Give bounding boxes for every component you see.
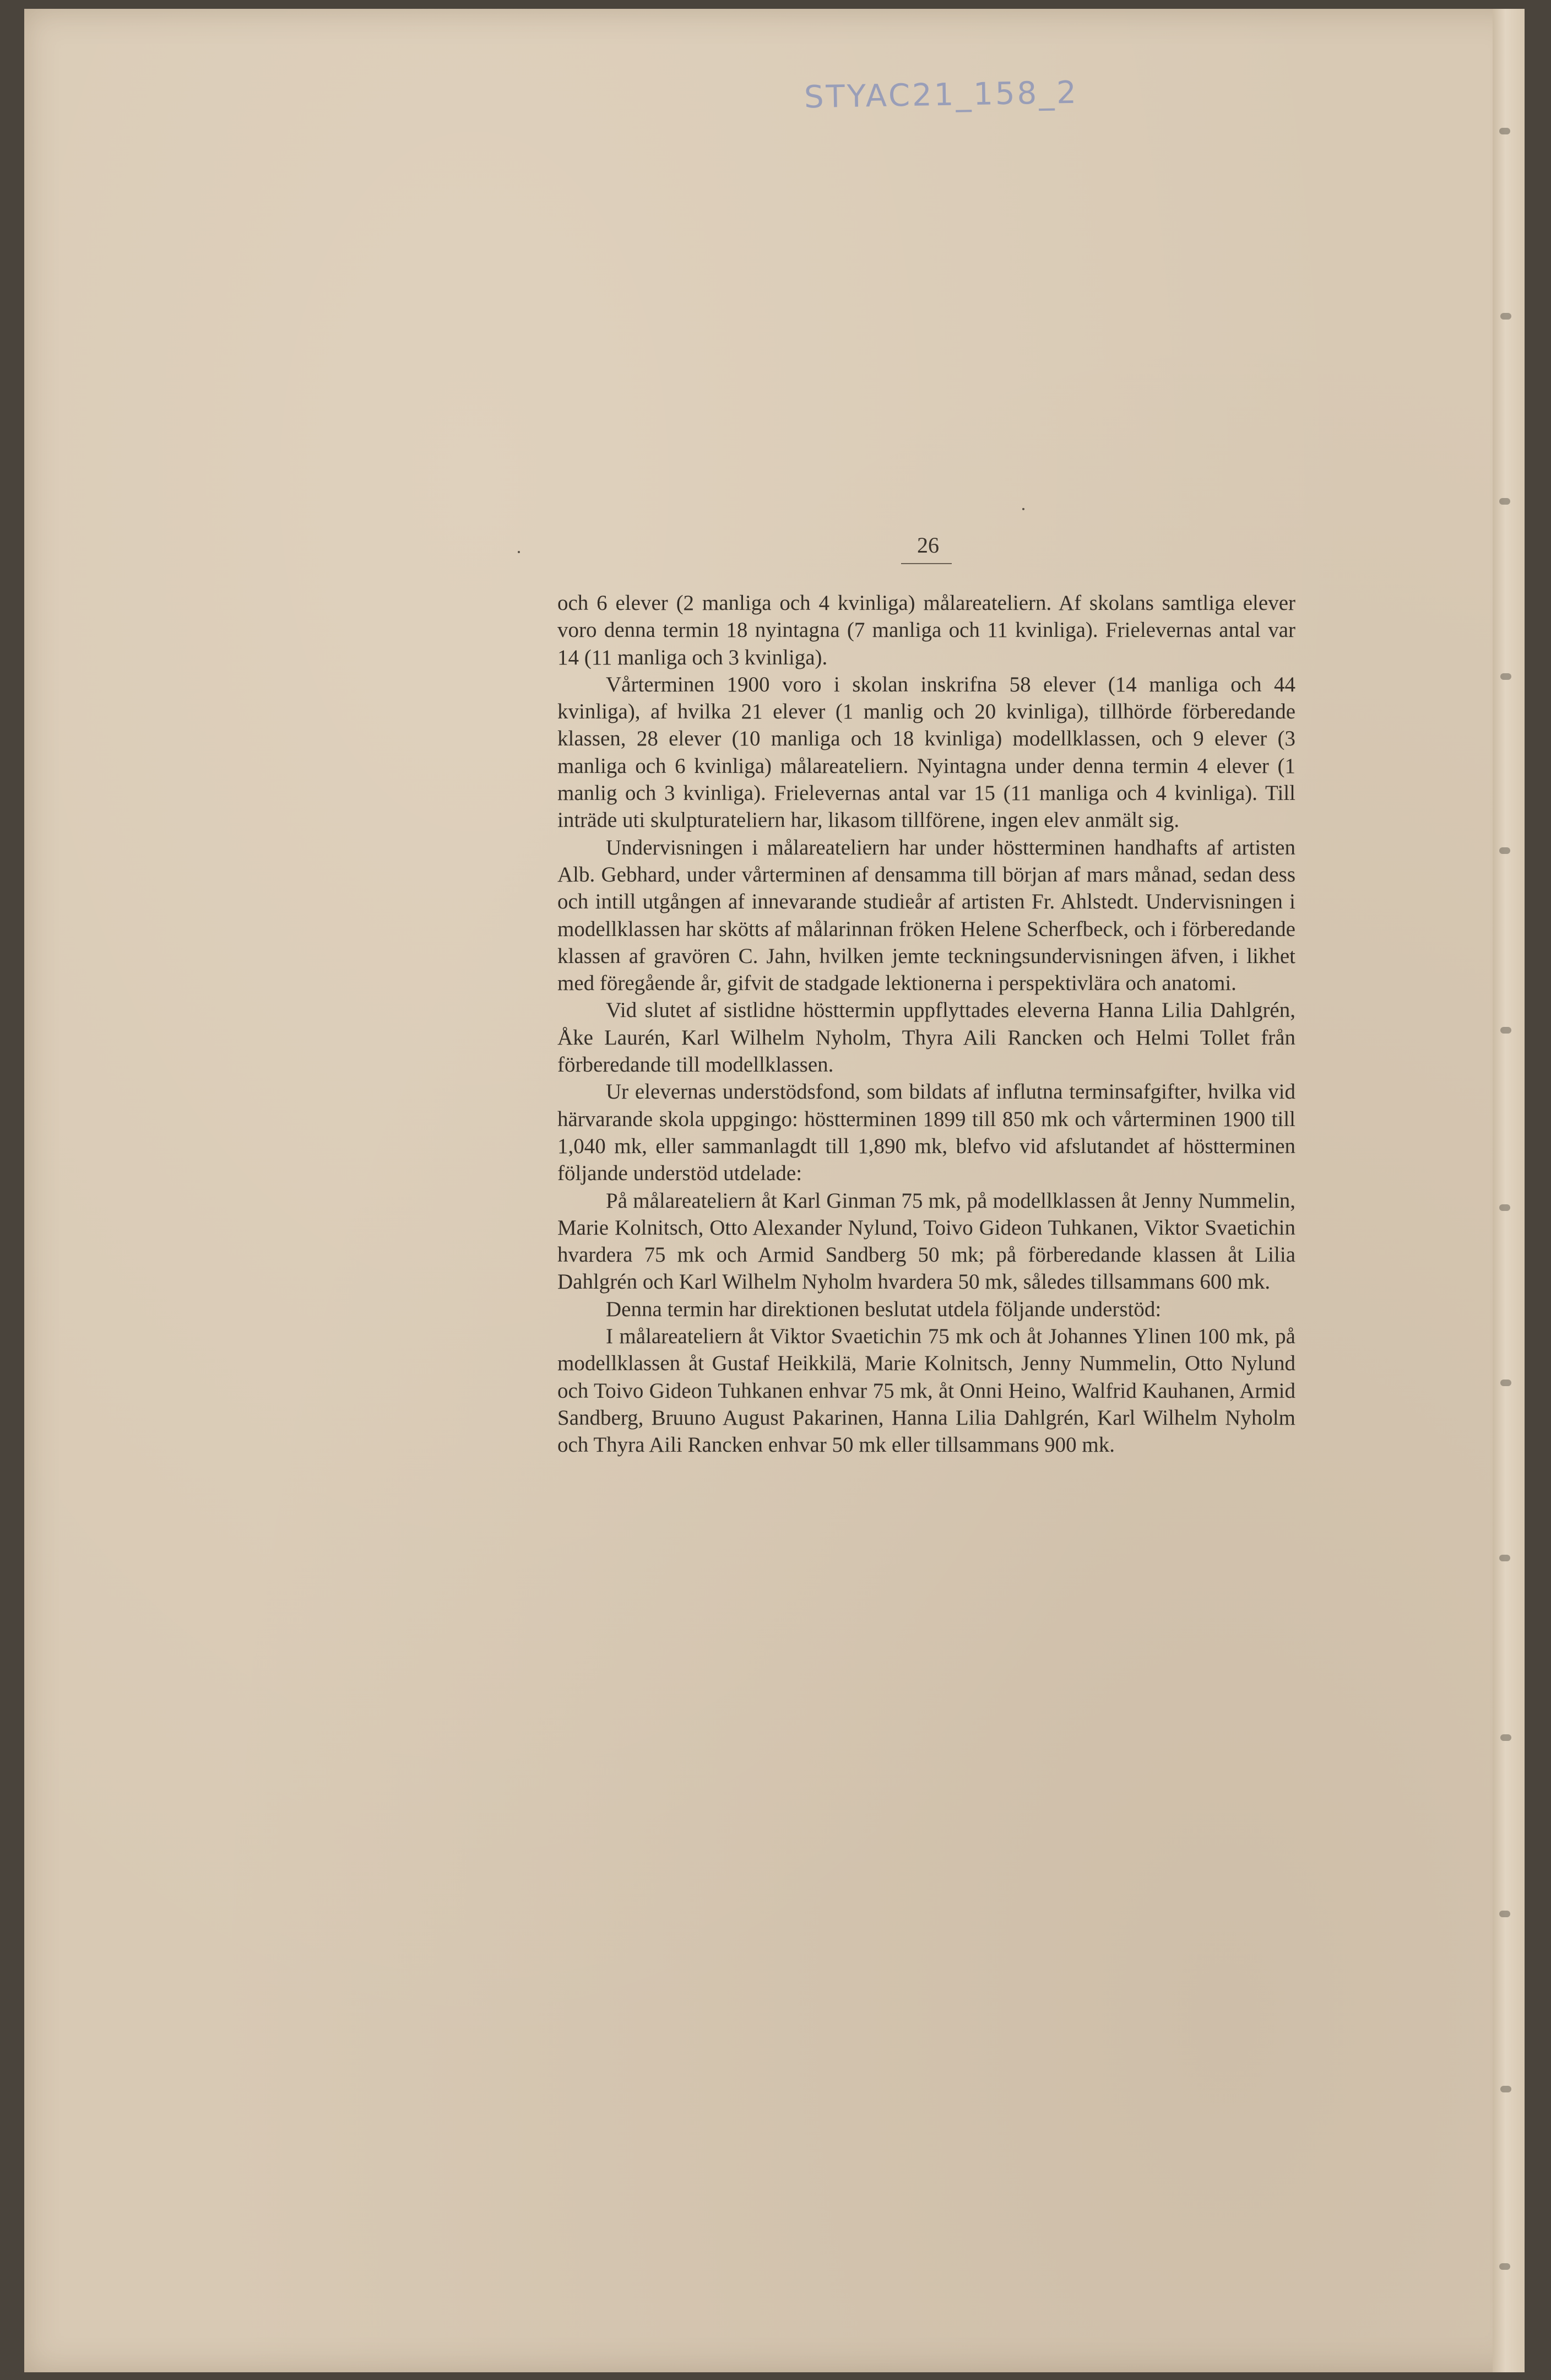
- paper-speck: [518, 551, 520, 553]
- paragraph: I målareateliern åt Viktor Svaetichin 75 mk och åt Johannes Ylinen 100 mk, på modellklassen åt Gustaf Heikkilä, Marie Kolnitsch, Jenny Nummelin, Otto Nylund och Toivo Gideon Tuhkanen enhvar 75 mk, åt Onni Heino, Walfrid Kauhanen, Armid Sandberg, Bruuno August Pakarinen, Hanna Lilia Dahlgrén, Karl Wilhelm Nyholm och Thyra Aili Rancken enhvar 50 mk eller tillsammans 900 mk.: [557, 1324, 1295, 1457]
- binding-holes: [1487, 0, 1531, 2380]
- paragraph: Vid slutet af sistlidne hösttermin uppflyttades eleverna Hanna Lilia Dahlgrén, Åke Laurén, Karl Wilhelm Nyholm, Thyra Aili Rancken och Helmi Tollet från förberedande till modellklassen.: [557, 998, 1295, 1077]
- page-number: 26: [917, 533, 939, 558]
- paragraph: Ur elevernas understödsfond, som bildats af influtna terminsafgifter, hvilka vid härvarande skola uppgingo: höstterminen 1899 till 850 mk och vårterminen 1900 till 1,040 mk, eller sammanlagdt till 1,890 mk, blefvo vid afslutandet af höstterminen följande understöd utdelade:: [557, 1080, 1295, 1186]
- page-number-rule: [901, 563, 952, 564]
- paper-speck: [1022, 508, 1024, 510]
- body-text: [557, 589, 1295, 1459]
- paragraph: Denna termin har direktionen beslutat utdela följande understöd:: [606, 1297, 1162, 1321]
- paragraph: På målareateliern åt Karl Ginman 75 mk, på modellklassen åt Jenny Nummelin, Marie Kolnitsch, Otto Alexander Nylund, Toivo Gideon Tuhkanen, Viktor Svaetichin hvardera 75 mk och Armid Sandberg 50 mk; på förberedande klassen åt Lilia Dahlgrén och Karl Wilhelm Nyholm hvardera 50 mk, således tillsammans 600 mk.: [557, 1188, 1295, 1294]
- catalog-mark: STYAC21_158_2: [804, 74, 1079, 116]
- paragraph: Undervisningen i målareateliern har under höstterminen handhafts af artisten Alb. Gebhard, under vårterminen af densamma till början af mars månad, sedan dess och intill utgången af innevarande studieår af artisten Fr. Ahlstedt. Undervisningen i modellklassen har skötts af målarinnan fröken Helene Scherfbeck, och i förberedande klassen af gravören C. Jahn, hvilken jemte teckningsundervisningen äfven, i likhet med föregående år, gifvit de stadgade lektionerna i perspektivlära och anatomi.: [557, 835, 1295, 996]
- paragraph: och 6 elever (2 manliga och 4 kvinliga) målareateliern. Af skolans samtliga elever voro denna termin 18 nyintagna (7 manliga och 11 kvinliga). Frielevernas antal var 14 (11 manliga och 3 kvinliga).: [557, 591, 1295, 669]
- paragraph: Vårterminen 1900 voro i skolan inskrifna 58 elever (14 manliga och 44 kvinliga), af hvilka 21 elever (1 manlig och 20 kvinliga), tillhörde förberedande klassen, 28 elever (10 manliga och 18 kvinliga) modellklassen, och 9 elever (3 manliga och 6 kvinliga) målareateliern. Nyintagna under denna termin 4 elever (1 manlig och 3 kvinliga). Frielevernas antal var 15 (11 manliga och 4 kvinliga). Till inträde uti skulpturateliern har, likasom tillförene, ingen elev anmält sig.: [557, 672, 1295, 832]
